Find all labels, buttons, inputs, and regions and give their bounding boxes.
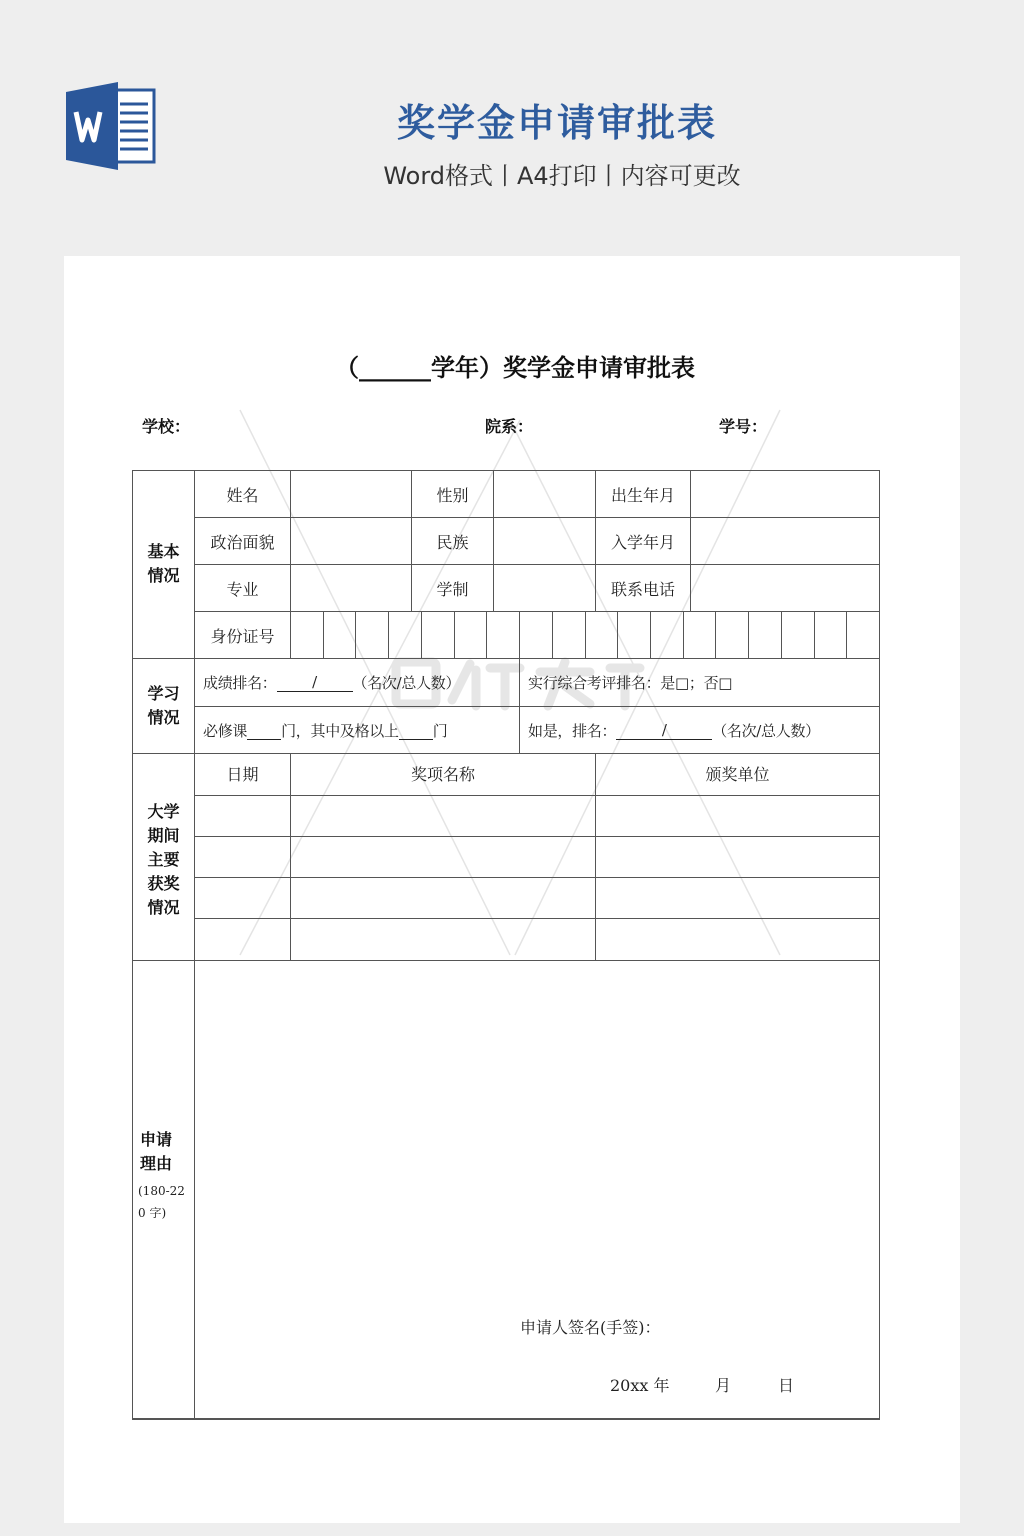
section-label-basic xyxy=(133,470,194,658)
id-digit-input[interactable] xyxy=(716,612,748,658)
label-duration: 学制 xyxy=(436,579,469,599)
id-digit-input[interactable] xyxy=(520,612,552,658)
id-digit-input[interactable] xyxy=(487,612,519,658)
award-name-input[interactable] xyxy=(291,837,595,877)
input-enroll[interactable] xyxy=(691,518,879,564)
comprehensive-rank-field[interactable]: 实行综合考评排名：是□；否□ xyxy=(528,674,733,692)
required-mid: 门，其中及格以上 xyxy=(281,721,399,740)
input-birth[interactable] xyxy=(691,471,879,517)
section-label-line: 情况 xyxy=(147,566,180,585)
input-duration[interactable] xyxy=(494,565,595,611)
award-date-input[interactable] xyxy=(195,837,290,877)
header-date: 日期 xyxy=(226,765,259,784)
input-phone[interactable] xyxy=(691,565,879,611)
label-birth: 出生年月 xyxy=(610,485,675,505)
banner-title: 奖学金申请审批表 xyxy=(396,101,717,145)
if-yes-rank-field[interactable] xyxy=(520,707,879,753)
if-yes-prefix: 如是，排名： xyxy=(528,721,617,740)
award-name-input[interactable] xyxy=(291,796,595,836)
id-digit-input[interactable] xyxy=(749,612,781,658)
id-digit-input[interactable] xyxy=(684,612,716,658)
id-digit-input[interactable] xyxy=(847,612,879,658)
department-label: 院系： xyxy=(485,417,534,436)
rank-separator: / xyxy=(312,673,317,691)
input-name[interactable] xyxy=(291,471,411,517)
if-yes-suffix: （名次/总人数） xyxy=(712,721,820,740)
award-date-input[interactable] xyxy=(195,796,290,836)
required-blank xyxy=(247,721,281,740)
section-label-line: 情况 xyxy=(147,898,180,917)
label-gender: 性别 xyxy=(436,485,469,505)
id-digit-input[interactable] xyxy=(782,612,814,658)
id-digit-input[interactable] xyxy=(586,612,618,658)
header-award-issuer: 颁奖单位 xyxy=(705,765,770,784)
section-label-line: 期间 xyxy=(147,826,180,845)
input-political[interactable] xyxy=(291,518,411,564)
id-digit-input[interactable] xyxy=(618,612,650,658)
section-label-line: 理由 xyxy=(140,1154,173,1173)
award-name-input[interactable] xyxy=(291,919,595,960)
award-name-input[interactable] xyxy=(291,878,595,918)
award-issuer-input[interactable] xyxy=(596,837,879,877)
id-digit-input[interactable] xyxy=(356,612,388,658)
label-id-number: 身份证号 xyxy=(210,626,275,646)
required-prefix: 必修课 xyxy=(203,721,248,740)
section-label-line: 情况 xyxy=(147,707,180,727)
input-major[interactable] xyxy=(291,565,411,611)
school-label: 学校： xyxy=(142,417,191,436)
award-issuer-input[interactable] xyxy=(596,919,879,960)
id-digit-input[interactable] xyxy=(651,612,683,658)
section-label-awards xyxy=(133,790,194,930)
if-yes-separator: / xyxy=(661,720,667,739)
section-label-line: 基本 xyxy=(147,542,180,561)
label-ethnicity: 民族 xyxy=(436,532,469,552)
id-digit-input[interactable] xyxy=(324,612,356,658)
banner-subtitle: Word格式丨A4打印丨内容可更改 xyxy=(383,162,741,190)
grade-rank-field[interactable] xyxy=(195,659,519,706)
id-digit-input[interactable] xyxy=(389,612,421,658)
id-digit-input[interactable] xyxy=(291,612,323,658)
section-label-line: 获奖 xyxy=(147,874,180,893)
rank-blank xyxy=(277,673,353,692)
date-day: 日 xyxy=(778,1376,795,1395)
section-label-line: 主要 xyxy=(147,850,180,869)
id-digit-input[interactable] xyxy=(422,612,454,658)
student-id-label: 学号： xyxy=(719,417,768,436)
passed-blank xyxy=(399,721,433,740)
signature-label: 申请人签名(手签)： xyxy=(520,1318,661,1337)
section-label-study xyxy=(133,658,194,753)
required-suffix: 门 xyxy=(432,721,448,740)
reason-textarea[interactable] xyxy=(196,962,879,1292)
label-major: 专业 xyxy=(226,579,259,599)
document-title: （______学年）奖学金申请审批表 xyxy=(335,354,695,382)
id-digit-input[interactable] xyxy=(553,612,585,658)
label-political: 政治面貌 xyxy=(210,532,275,552)
grade-rank-label: 成绩排名： xyxy=(203,674,277,692)
award-date-input[interactable] xyxy=(195,878,290,918)
id-digit-input[interactable] xyxy=(815,612,847,658)
date-month: 月 xyxy=(715,1376,732,1395)
award-date-input[interactable] xyxy=(195,919,290,960)
required-courses-field[interactable] xyxy=(195,707,519,753)
id-digit-input[interactable] xyxy=(455,612,487,658)
date-year: 20xx 年 xyxy=(610,1376,670,1395)
section-label-line: 大学 xyxy=(147,802,180,821)
label-enroll: 入学年月 xyxy=(610,532,675,552)
section-label-reason xyxy=(140,1128,172,1176)
rank-suffix: （名次/总人数） xyxy=(352,674,461,692)
if-yes-rank-blank xyxy=(616,721,712,740)
header-award-name: 奖项名称 xyxy=(410,765,475,784)
award-issuer-input[interactable] xyxy=(596,796,879,836)
input-gender[interactable] xyxy=(494,471,595,517)
label-phone: 联系电话 xyxy=(610,579,675,599)
input-ethnicity[interactable] xyxy=(494,518,595,564)
section-label-line: 学习 xyxy=(147,683,180,703)
reason-length-note: (180-220 字) xyxy=(138,1184,185,1220)
label-name: 姓名 xyxy=(226,485,259,505)
award-issuer-input[interactable] xyxy=(596,878,879,918)
section-label-line: 申请 xyxy=(140,1130,173,1149)
